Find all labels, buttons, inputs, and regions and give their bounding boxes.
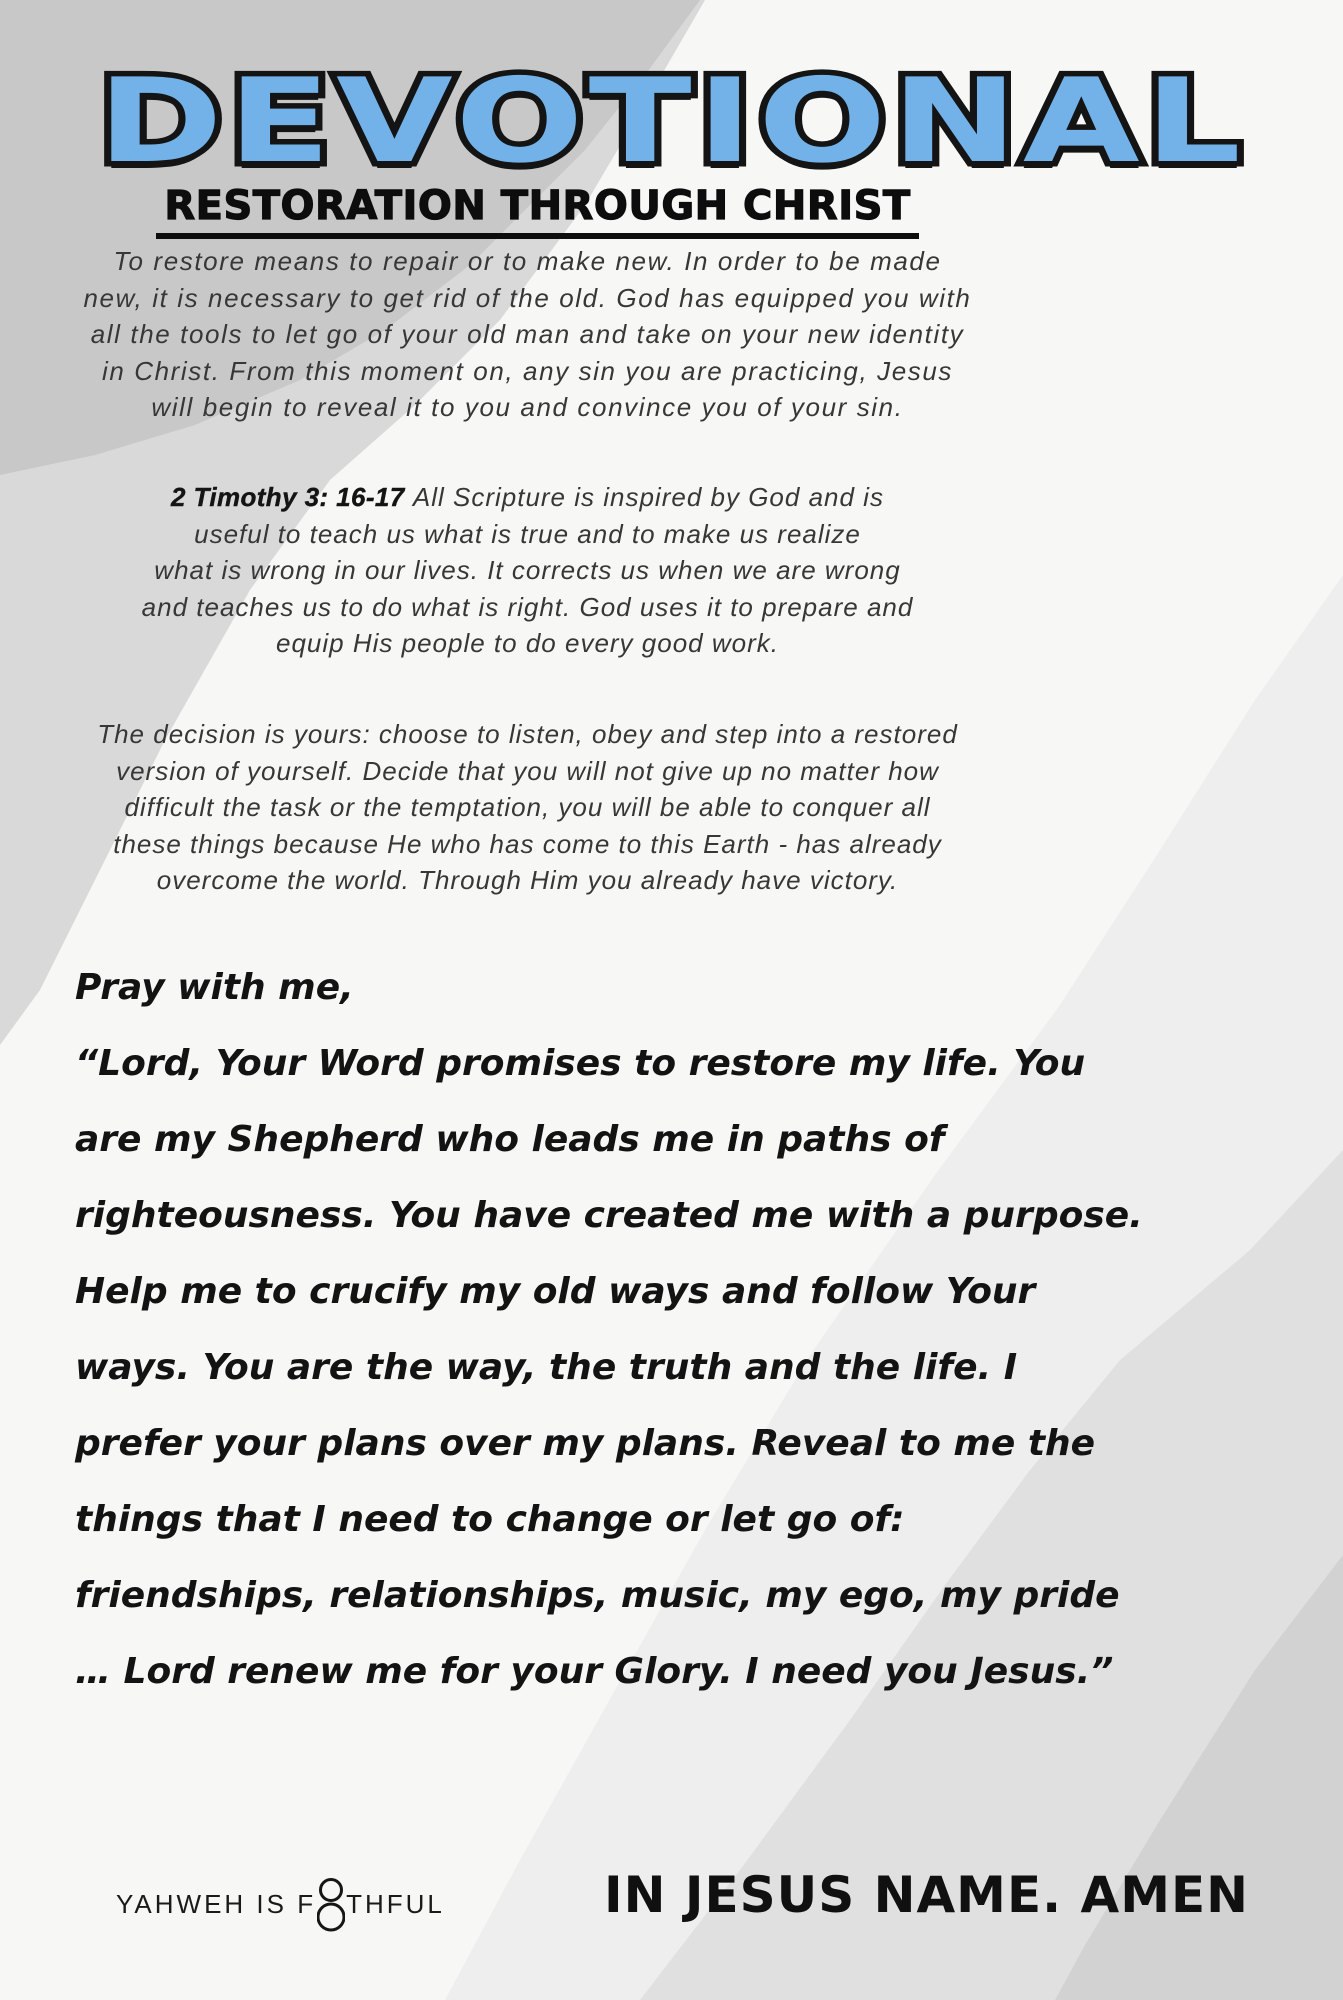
prayer-line: prefer your plans over my plans. Reveal to me the [75, 1423, 1096, 1464]
intro-line: new, it is necessary to get rid of the old. God has equipped you with [83, 282, 972, 313]
prayer-section [75, 950, 1143, 1710]
decision-line: these things because He who has come to this Earth - has already [113, 828, 942, 859]
decision-line: version of yourself. Decide that you will not give up no matter how [116, 755, 939, 786]
scripture-line: and teaches us to do what is right. God uses it to prepare and [141, 591, 914, 622]
intro-line: To restore means to repair or to make new. In order to be made [113, 246, 942, 276]
brand-logo-suffix: THFUL [346, 1888, 445, 1919]
prayer-line: … Lord renew me for your Glory. I need you Jesus.” [75, 1651, 1114, 1692]
scripture-paragraph [55, 479, 1000, 662]
prayer-line: righteousness. You have created me with a purpose. [75, 1195, 1143, 1236]
prayer-heading: Pray with me, [75, 967, 354, 1008]
prayer-line: things that I need to change or let go of: [75, 1499, 905, 1540]
prayer-line: “Lord, Your Word promises to restore my life. You [75, 1043, 1086, 1084]
decision-line: overcome the world. Through Him you already have victory. [156, 865, 899, 895]
decision-line: difficult the task or the temptation, you will be able to conquer all [124, 792, 931, 822]
subtitle-restoration: RESTORATION THROUGH CHRIST [156, 183, 918, 239]
scripture-first-line: All Scripture is inspired by God and is [412, 482, 884, 512]
prayer-line: are my Shepherd who leads me in paths of [75, 1119, 945, 1160]
scripture-line-first [55, 479, 1000, 516]
amen-text: IN JESUS NAME. AMEN [604, 1866, 1249, 1924]
brand-logo [116, 1876, 445, 1932]
scripture-first-line-text [405, 479, 413, 516]
scripture-reference: 2 Timothy 3: 16-17 [171, 482, 405, 512]
prayer-line: Help me to crucify my old ways and follow Your [75, 1271, 1036, 1312]
brand-logo-prefix: YAHWEH IS F [116, 1888, 317, 1919]
decision-line: The decision is yours: choose to listen, obey and step into a restored [97, 719, 958, 749]
scripture-line: equip His people to do every good work. [276, 628, 779, 658]
subtitle-block [0, 183, 1075, 239]
devotional-title: DEVOTIONAL [97, 54, 1246, 189]
intro-line: in Christ. From this moment on, any sin you are practicing, Jesus [101, 355, 954, 386]
intro-line: all the tools to let go of your old man and take on your new identity [90, 319, 965, 349]
intro-paragraph [55, 243, 1000, 426]
scripture-line: useful to teach us what is true and to make us realize [194, 518, 861, 549]
scripture-line: what is wrong in our lives. It corrects us when we are wrong [154, 555, 901, 585]
intro-line: will begin to reveal it to you and convince you of your sin. [151, 392, 904, 422]
title-block [0, 54, 1343, 189]
vertical-infinity-icon [317, 1875, 345, 1933]
prayer-line: ways. You are the way, the truth and the life. I [75, 1347, 1018, 1388]
prayer-line: friendships, relationships, music, my ego, my pride [75, 1575, 1120, 1616]
decision-paragraph [55, 716, 1000, 899]
